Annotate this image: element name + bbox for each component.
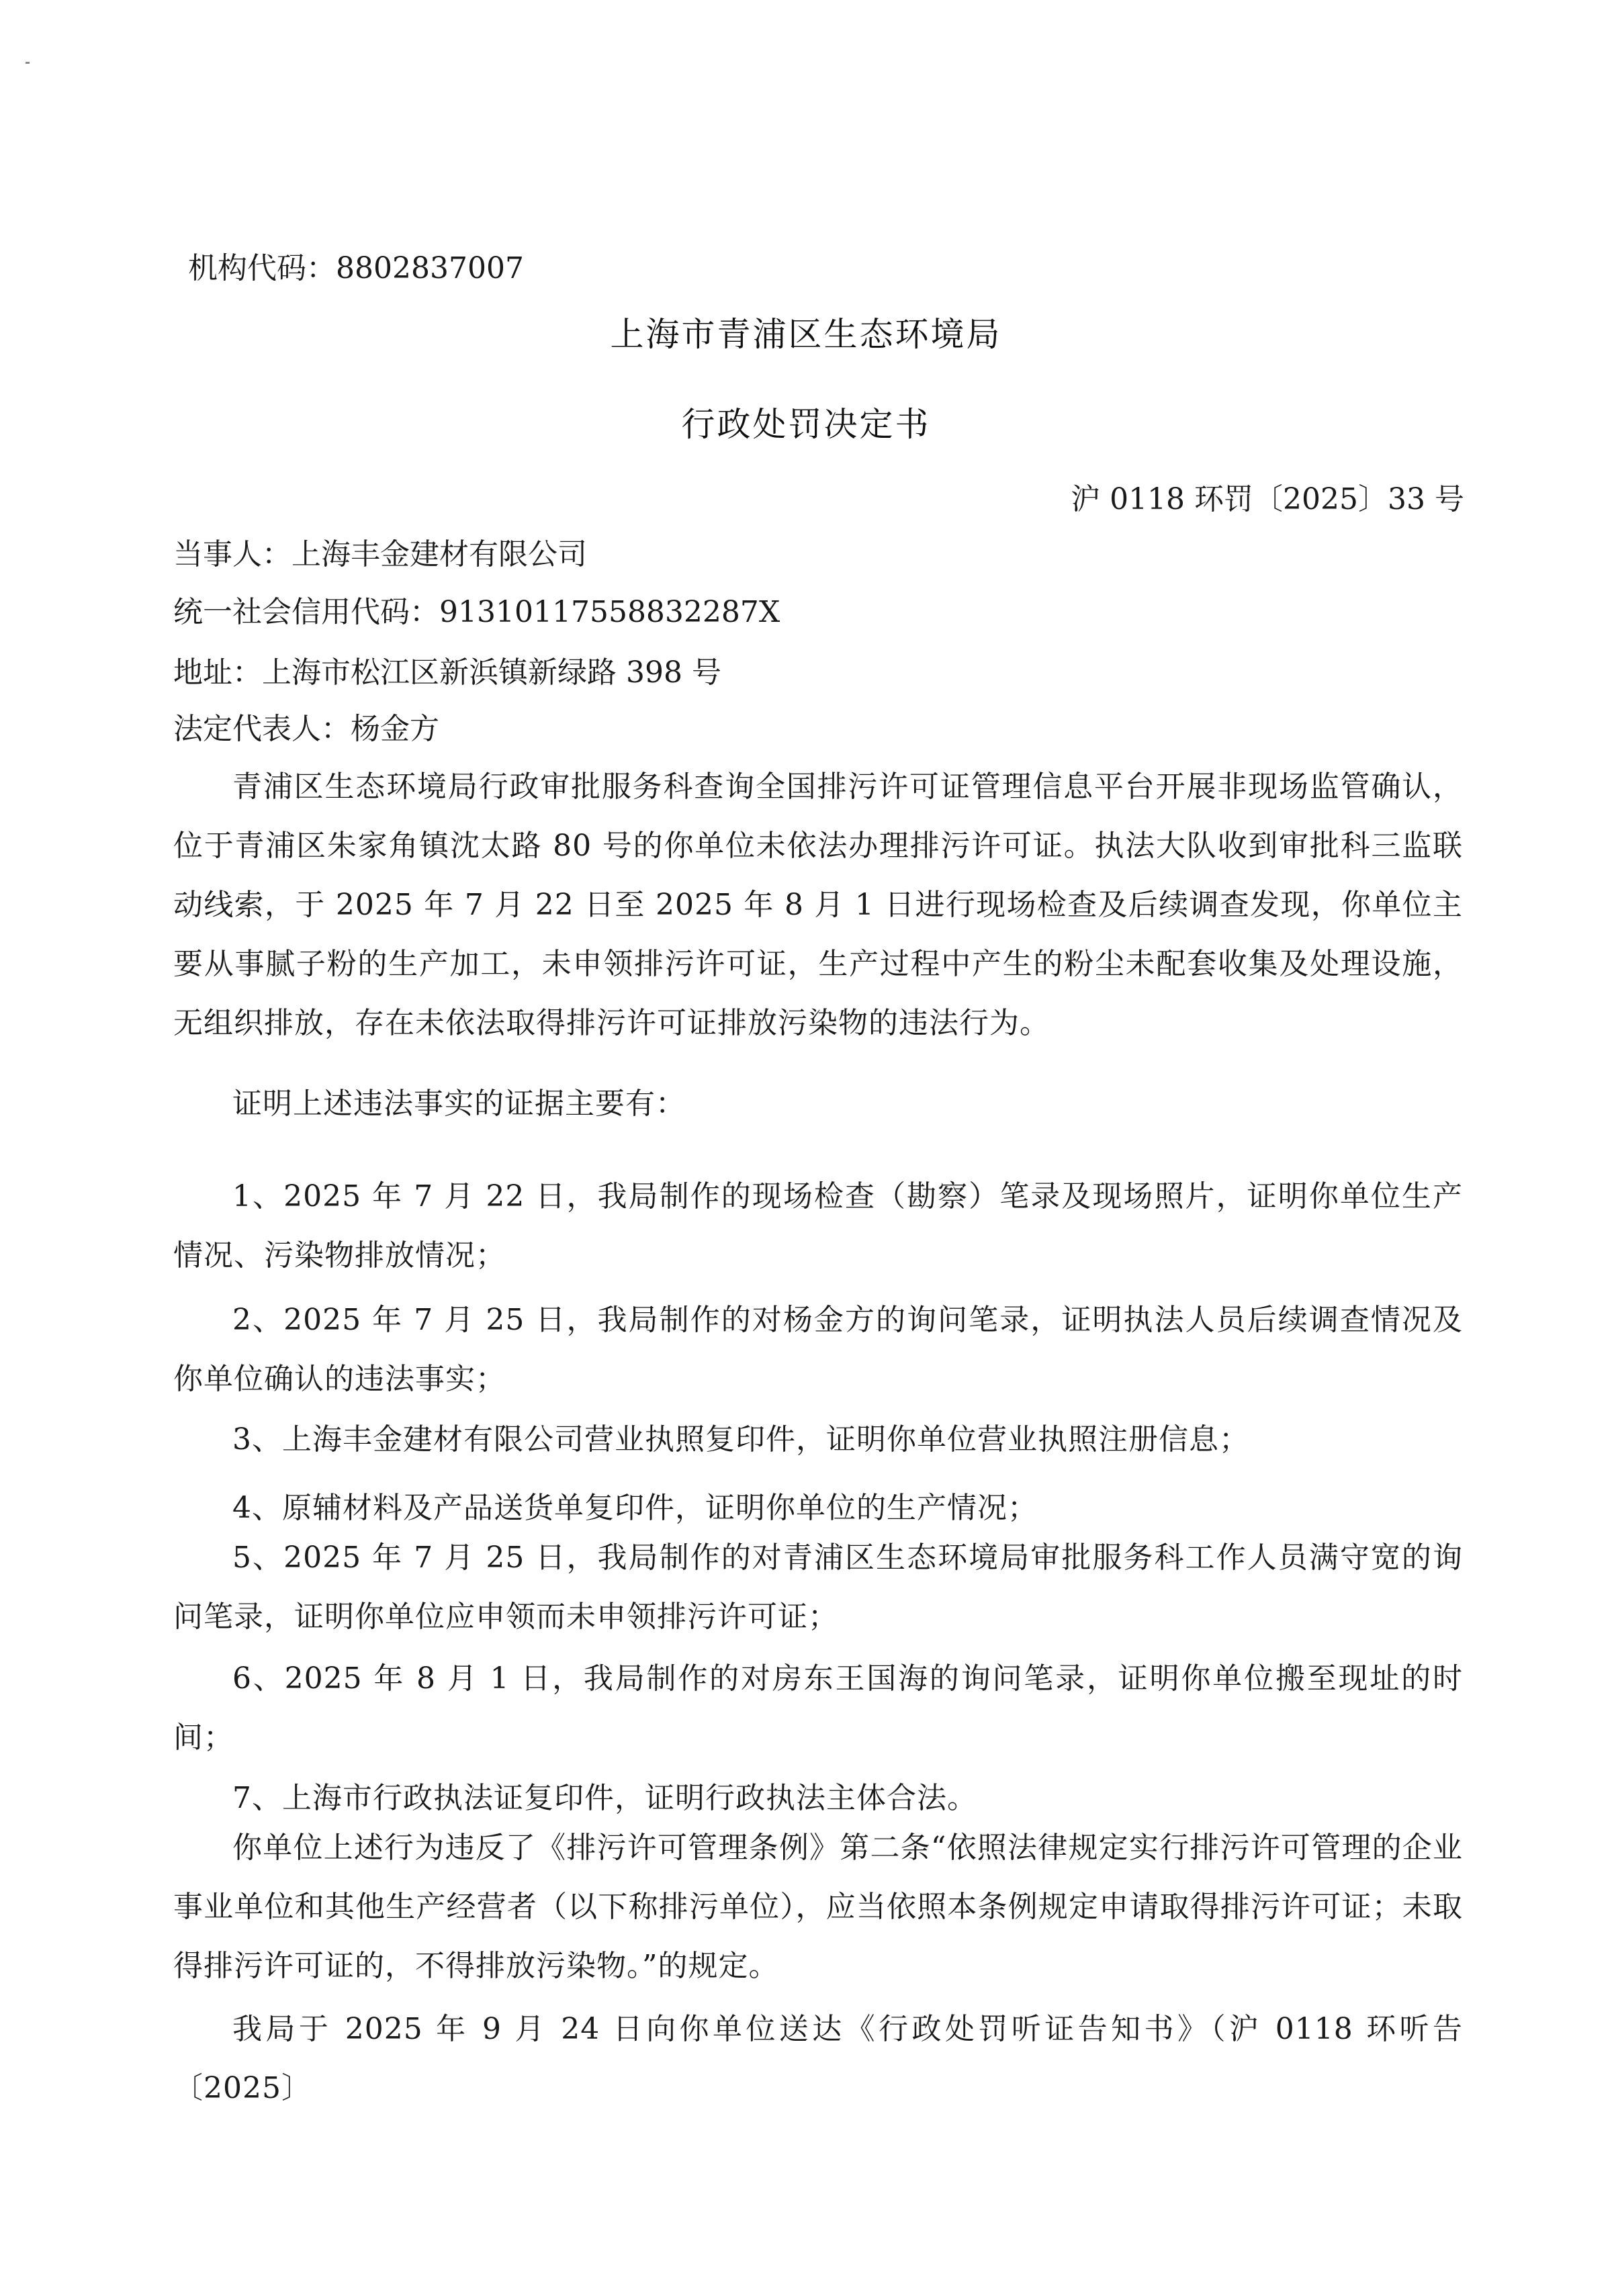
scan-speck (26, 62, 30, 64)
evidence-intro: 证明上述违法事实的证据主要有： (232, 1087, 686, 1121)
evidence-item: 2、2025 年 7 月 25 日，我局制作的对杨金方的询问笔录，证明执法人员后续调查情况及你单位确认的违法事实； (173, 1303, 1463, 1396)
evidence-item: 7、上海市行政执法证复印件，证明行政执法主体合法。 (232, 1781, 977, 1815)
evidence-item: 4、原辅材料及产品送货单复印件，证明你单位的生产情况； (232, 1491, 1038, 1525)
facts-paragraph: 青浦区生态环境局行政审批服务科查询全国排污许可证管理信息平台开展非现场监管确认，位于青浦区朱家角镇沈太路 80 号的你单位未依法办理排污许可证。执法大队收到审批科三监联动线索，于 2025 年 7 月 22 日至 2025 年 8 月 1 日进行现场检查及后续调查发现，你单位主要从事腻子粉的生产加工，未申领排污许可证，生产过程中产生的粉尘未配套收集及处理设施，无组织排放，存在未依法取得排污许可证排放污染物的违法行为。 (173, 770, 1463, 1040)
party-name: 当事人：上海丰金建材有限公司 (173, 537, 587, 571)
evidence-item: 1、2025 年 7 月 22 日，我局制作的现场检查（勘察）笔录及现场照片，证明你单位生产情况、污染物排放情况； (173, 1179, 1463, 1273)
notice-paragraph: 我局于 2025 年 9 月 24 日向你单位送达《行政处罚听证告知书》（沪 0118 环听告〔2025〕 (173, 2012, 1463, 2105)
document-title: 行政处罚决定书 (681, 405, 931, 444)
violation-paragraph: 你单位上述行为违反了《排污许可管理条例》第二条“依照法律规定实行排污许可管理的企业事业单位和其他生产经营者（以下称排污单位），应当依照本条例规定申请取得排污许可证；未取得排污许可证的，不得排放污染物。”的规定。 (173, 1831, 1463, 1983)
party-address: 地址：上海市松江区新浜镇新绿路 398 号 (173, 655, 721, 690)
credit-code: 统一社会信用代码：91310117558832287X (173, 595, 780, 629)
agency-title: 上海市青浦区生态环境局 (610, 315, 1002, 354)
evidence-item: 5、2025 年 7 月 25 日，我局制作的对青浦区生态环境局审批服务科工作人员满守宽的询问笔录，证明你单位应申领而未申领排污许可证； (173, 1541, 1463, 1634)
evidence-item: 3、上海丰金建材有限公司营业执照复印件，证明你单位营业执照注册信息； (232, 1422, 1249, 1457)
evidence-item: 6、2025 年 8 月 1 日，我局制作的对房东王国海的询问笔录，证明你单位搬至现址的时间； (173, 1661, 1463, 1755)
org-code: 机构代码：8802837007 (188, 251, 524, 285)
legal-representative: 法定代表人：杨金方 (173, 712, 439, 746)
document-number: 沪 0118 环罚〔2025〕33 号 (1071, 482, 1464, 516)
